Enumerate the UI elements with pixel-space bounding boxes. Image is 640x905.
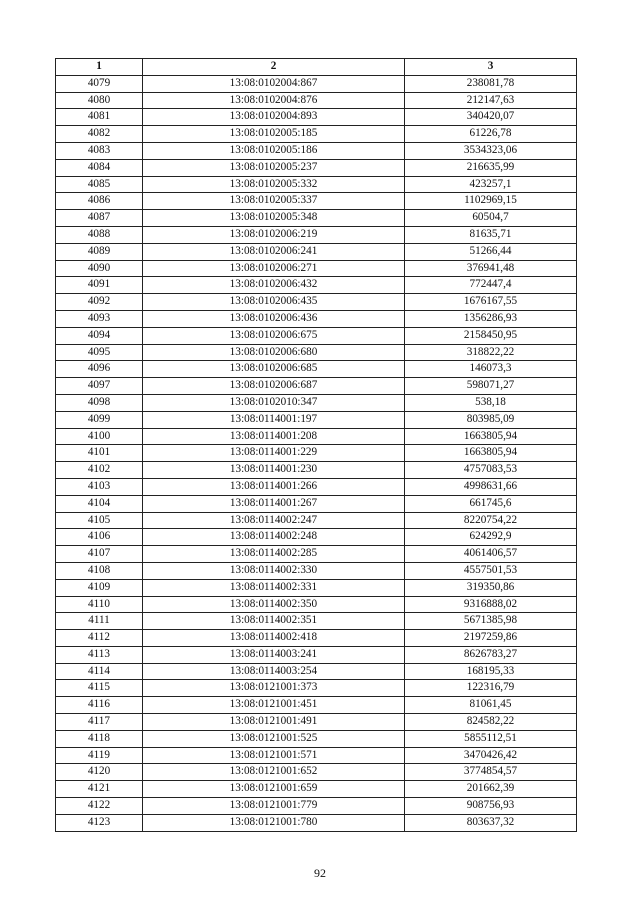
cadastral-number-cell: 13:08:0102006:436 — [143, 310, 405, 327]
value-cell: 598071,27 — [405, 378, 577, 395]
value-cell: 4061406,57 — [405, 546, 577, 563]
value-cell: 2197259,86 — [405, 630, 577, 647]
table-row — [56, 714, 577, 731]
value-cell: 4998631,66 — [405, 478, 577, 495]
row-number-cell: 4100 — [56, 428, 143, 445]
row-number-cell: 4090 — [56, 260, 143, 277]
row-number-cell: 4102 — [56, 462, 143, 479]
value-cell: 168195,33 — [405, 663, 577, 680]
cadastral-number-cell: 13:08:0121001:571 — [143, 747, 405, 764]
row-number-cell: 4098 — [56, 394, 143, 411]
value-cell: 624292,9 — [405, 529, 577, 546]
table-row — [56, 75, 577, 92]
row-number-cell: 4113 — [56, 646, 143, 663]
value-cell: 319350,86 — [405, 579, 577, 596]
row-number-cell: 4099 — [56, 411, 143, 428]
value-cell: 340420,07 — [405, 109, 577, 126]
table-row — [56, 764, 577, 781]
table-row — [56, 747, 577, 764]
value-cell: 4557501,53 — [405, 562, 577, 579]
row-number-cell: 4106 — [56, 529, 143, 546]
row-number-cell: 4120 — [56, 764, 143, 781]
value-cell: 81061,45 — [405, 697, 577, 714]
row-number-cell: 4109 — [56, 579, 143, 596]
value-cell: 538,18 — [405, 394, 577, 411]
value-cell: 803637,32 — [405, 814, 577, 831]
cadastral-number-cell: 13:08:0121001:525 — [143, 730, 405, 747]
row-number-cell: 4104 — [56, 495, 143, 512]
table-row — [56, 327, 577, 344]
cadastral-number-cell: 13:08:0102006:271 — [143, 260, 405, 277]
cadastral-number-cell: 13:08:0114003:241 — [143, 646, 405, 663]
table-row — [56, 462, 577, 479]
table-header-row — [56, 59, 577, 76]
row-number-cell: 4089 — [56, 243, 143, 260]
row-number-cell: 4080 — [56, 92, 143, 109]
value-cell: 9316888,02 — [405, 596, 577, 613]
table-row — [56, 310, 577, 327]
value-cell: 238081,78 — [405, 75, 577, 92]
cadastral-number-cell: 13:08:0114002:418 — [143, 630, 405, 647]
value-cell: 3470426,42 — [405, 747, 577, 764]
row-number-cell: 4108 — [56, 562, 143, 579]
cadastral-number-cell: 13:08:0102006:675 — [143, 327, 405, 344]
table-row — [56, 193, 577, 210]
table-row — [56, 159, 577, 176]
row-number-cell: 4112 — [56, 630, 143, 647]
table-row — [56, 512, 577, 529]
value-cell: 824582,22 — [405, 714, 577, 731]
cadastral-number-cell: 13:08:0102004:876 — [143, 92, 405, 109]
cadastral-number-cell: 13:08:0114001:229 — [143, 445, 405, 462]
row-number-cell: 4111 — [56, 613, 143, 630]
row-number-cell: 4094 — [56, 327, 143, 344]
value-cell: 3534323,06 — [405, 142, 577, 159]
cadastral-number-cell: 13:08:0114002:331 — [143, 579, 405, 596]
table-row — [56, 176, 577, 193]
cadastral-number-cell: 13:08:0114002:285 — [143, 546, 405, 563]
cadastral-number-cell: 13:08:0114001:266 — [143, 478, 405, 495]
table-row — [56, 394, 577, 411]
value-cell: 423257,1 — [405, 176, 577, 193]
row-number-cell: 4122 — [56, 798, 143, 815]
value-cell: 1663805,94 — [405, 445, 577, 462]
row-number-cell: 4110 — [56, 596, 143, 613]
row-number-cell: 4086 — [56, 193, 143, 210]
cadastral-number-cell: 13:08:0114001:267 — [143, 495, 405, 512]
page-number: 92 — [314, 866, 326, 880]
cadastral-number-cell: 13:08:0121001:659 — [143, 781, 405, 798]
cadastral-number-cell: 13:08:0102005:337 — [143, 193, 405, 210]
table-row — [56, 697, 577, 714]
cadastral-number-cell: 13:08:0114002:330 — [143, 562, 405, 579]
cadastral-number-cell: 13:08:0121001:373 — [143, 680, 405, 697]
cadastral-number-cell: 13:08:0114002:351 — [143, 613, 405, 630]
table-row — [56, 680, 577, 697]
table-row — [56, 411, 577, 428]
cadastral-number-cell: 13:08:0102005:186 — [143, 142, 405, 159]
value-cell: 216635,99 — [405, 159, 577, 176]
row-number-cell: 4107 — [56, 546, 143, 563]
value-cell: 908756,93 — [405, 798, 577, 815]
table-row — [56, 579, 577, 596]
value-cell: 376941,48 — [405, 260, 577, 277]
row-number-cell: 4114 — [56, 663, 143, 680]
value-cell: 318822,22 — [405, 344, 577, 361]
table-row — [56, 243, 577, 260]
cadastral-number-cell: 13:08:0114002:248 — [143, 529, 405, 546]
row-number-cell: 4097 — [56, 378, 143, 395]
value-cell: 122316,79 — [405, 680, 577, 697]
table-row — [56, 428, 577, 445]
cadastral-number-cell: 13:08:0102006:687 — [143, 378, 405, 395]
value-cell: 5671385,98 — [405, 613, 577, 630]
cadastral-number-cell: 13:08:0102006:219 — [143, 226, 405, 243]
table-row — [56, 378, 577, 395]
cadastral-number-cell: 13:08:0102004:867 — [143, 75, 405, 92]
cadastral-number-cell: 13:08:0121001:780 — [143, 814, 405, 831]
cadastral-number-cell: 13:08:0102006:680 — [143, 344, 405, 361]
value-cell: 772447,4 — [405, 277, 577, 294]
table-row — [56, 478, 577, 495]
table-row — [56, 445, 577, 462]
row-number-cell: 4085 — [56, 176, 143, 193]
value-cell: 1663805,94 — [405, 428, 577, 445]
table-row — [56, 92, 577, 109]
row-number-cell: 4101 — [56, 445, 143, 462]
row-number-cell: 4121 — [56, 781, 143, 798]
table-row — [56, 344, 577, 361]
value-cell: 1676167,55 — [405, 294, 577, 311]
value-cell: 8626783,27 — [405, 646, 577, 663]
row-number-cell: 4119 — [56, 747, 143, 764]
table-row — [56, 361, 577, 378]
cadastral-number-cell: 13:08:0121001:652 — [143, 764, 405, 781]
cadastral-number-cell: 13:08:0102010:347 — [143, 394, 405, 411]
row-number-cell: 4079 — [56, 75, 143, 92]
table-row — [56, 596, 577, 613]
value-cell: 146073,3 — [405, 361, 577, 378]
table-body — [56, 75, 577, 831]
table-row — [56, 226, 577, 243]
table-row — [56, 529, 577, 546]
table-row — [56, 294, 577, 311]
value-cell: 1356286,93 — [405, 310, 577, 327]
row-number-cell: 4105 — [56, 512, 143, 529]
row-number-cell: 4116 — [56, 697, 143, 714]
table-row — [56, 495, 577, 512]
value-cell: 803985,09 — [405, 411, 577, 428]
table-row — [56, 546, 577, 563]
value-cell: 60504,7 — [405, 210, 577, 227]
cadastral-number-cell: 13:08:0102005:348 — [143, 210, 405, 227]
value-cell: 212147,63 — [405, 92, 577, 109]
value-cell: 51266,44 — [405, 243, 577, 260]
value-cell: 661745,6 — [405, 495, 577, 512]
row-number-cell: 4091 — [56, 277, 143, 294]
row-number-cell: 4087 — [56, 210, 143, 227]
cadastral-number-cell: 13:08:0102006:432 — [143, 277, 405, 294]
table-row — [56, 210, 577, 227]
table-row — [56, 126, 577, 143]
table-row — [56, 814, 577, 831]
value-cell: 5855112,51 — [405, 730, 577, 747]
cadastral-number-cell: 13:08:0102006:685 — [143, 361, 405, 378]
cadastral-number-cell: 13:08:0114003:254 — [143, 663, 405, 680]
table-header — [56, 59, 577, 76]
cadastral-number-cell: 13:08:0102005:185 — [143, 126, 405, 143]
row-number-cell: 4123 — [56, 814, 143, 831]
cadastral-number-cell: 13:08:0102006:435 — [143, 294, 405, 311]
row-number-cell: 4103 — [56, 478, 143, 495]
table-row — [56, 663, 577, 680]
row-number-cell: 4115 — [56, 680, 143, 697]
table-row — [56, 142, 577, 159]
row-number-cell: 4088 — [56, 226, 143, 243]
table-row — [56, 260, 577, 277]
row-number-cell: 4096 — [56, 361, 143, 378]
cadastral-number-cell: 13:08:0102005:237 — [143, 159, 405, 176]
table-row — [56, 646, 577, 663]
cadastral-number-cell: 13:08:0114001:230 — [143, 462, 405, 479]
column-header-value: 3 — [405, 59, 577, 76]
table-row — [56, 613, 577, 630]
cadastral-number-cell: 13:08:0102004:893 — [143, 109, 405, 126]
row-number-cell: 4117 — [56, 714, 143, 731]
row-number-cell: 4095 — [56, 344, 143, 361]
table-row — [56, 730, 577, 747]
table-row — [56, 781, 577, 798]
table-row — [56, 630, 577, 647]
cadastral-number-cell: 13:08:0114001:197 — [143, 411, 405, 428]
row-number-cell: 4082 — [56, 126, 143, 143]
value-cell: 3774854,57 — [405, 764, 577, 781]
cadastral-number-cell: 13:08:0114001:208 — [143, 428, 405, 445]
table-row — [56, 277, 577, 294]
cadastral-number-cell: 13:08:0102006:241 — [143, 243, 405, 260]
cadastral-number-cell: 13:08:0121001:779 — [143, 798, 405, 815]
cadastral-value-table — [55, 58, 577, 832]
row-number-cell: 4118 — [56, 730, 143, 747]
value-cell: 1102969,15 — [405, 193, 577, 210]
cadastral-number-cell: 13:08:0102005:332 — [143, 176, 405, 193]
cadastral-number-cell: 13:08:0114002:350 — [143, 596, 405, 613]
table-row — [56, 562, 577, 579]
value-cell: 61226,78 — [405, 126, 577, 143]
cadastral-number-cell: 13:08:0114002:247 — [143, 512, 405, 529]
value-cell: 81635,71 — [405, 226, 577, 243]
column-header-cadastral-number: 2 — [143, 59, 405, 76]
value-cell: 2158450,95 — [405, 327, 577, 344]
cadastral-number-cell: 13:08:0121001:451 — [143, 697, 405, 714]
value-cell: 4757083,53 — [405, 462, 577, 479]
column-header-number: 1 — [56, 59, 143, 76]
row-number-cell: 4081 — [56, 109, 143, 126]
value-cell: 8220754,22 — [405, 512, 577, 529]
table-row — [56, 798, 577, 815]
row-number-cell: 4083 — [56, 142, 143, 159]
value-cell: 201662,39 — [405, 781, 577, 798]
cadastral-number-cell: 13:08:0121001:491 — [143, 714, 405, 731]
table-row — [56, 109, 577, 126]
row-number-cell: 4093 — [56, 310, 143, 327]
row-number-cell: 4092 — [56, 294, 143, 311]
row-number-cell: 4084 — [56, 159, 143, 176]
